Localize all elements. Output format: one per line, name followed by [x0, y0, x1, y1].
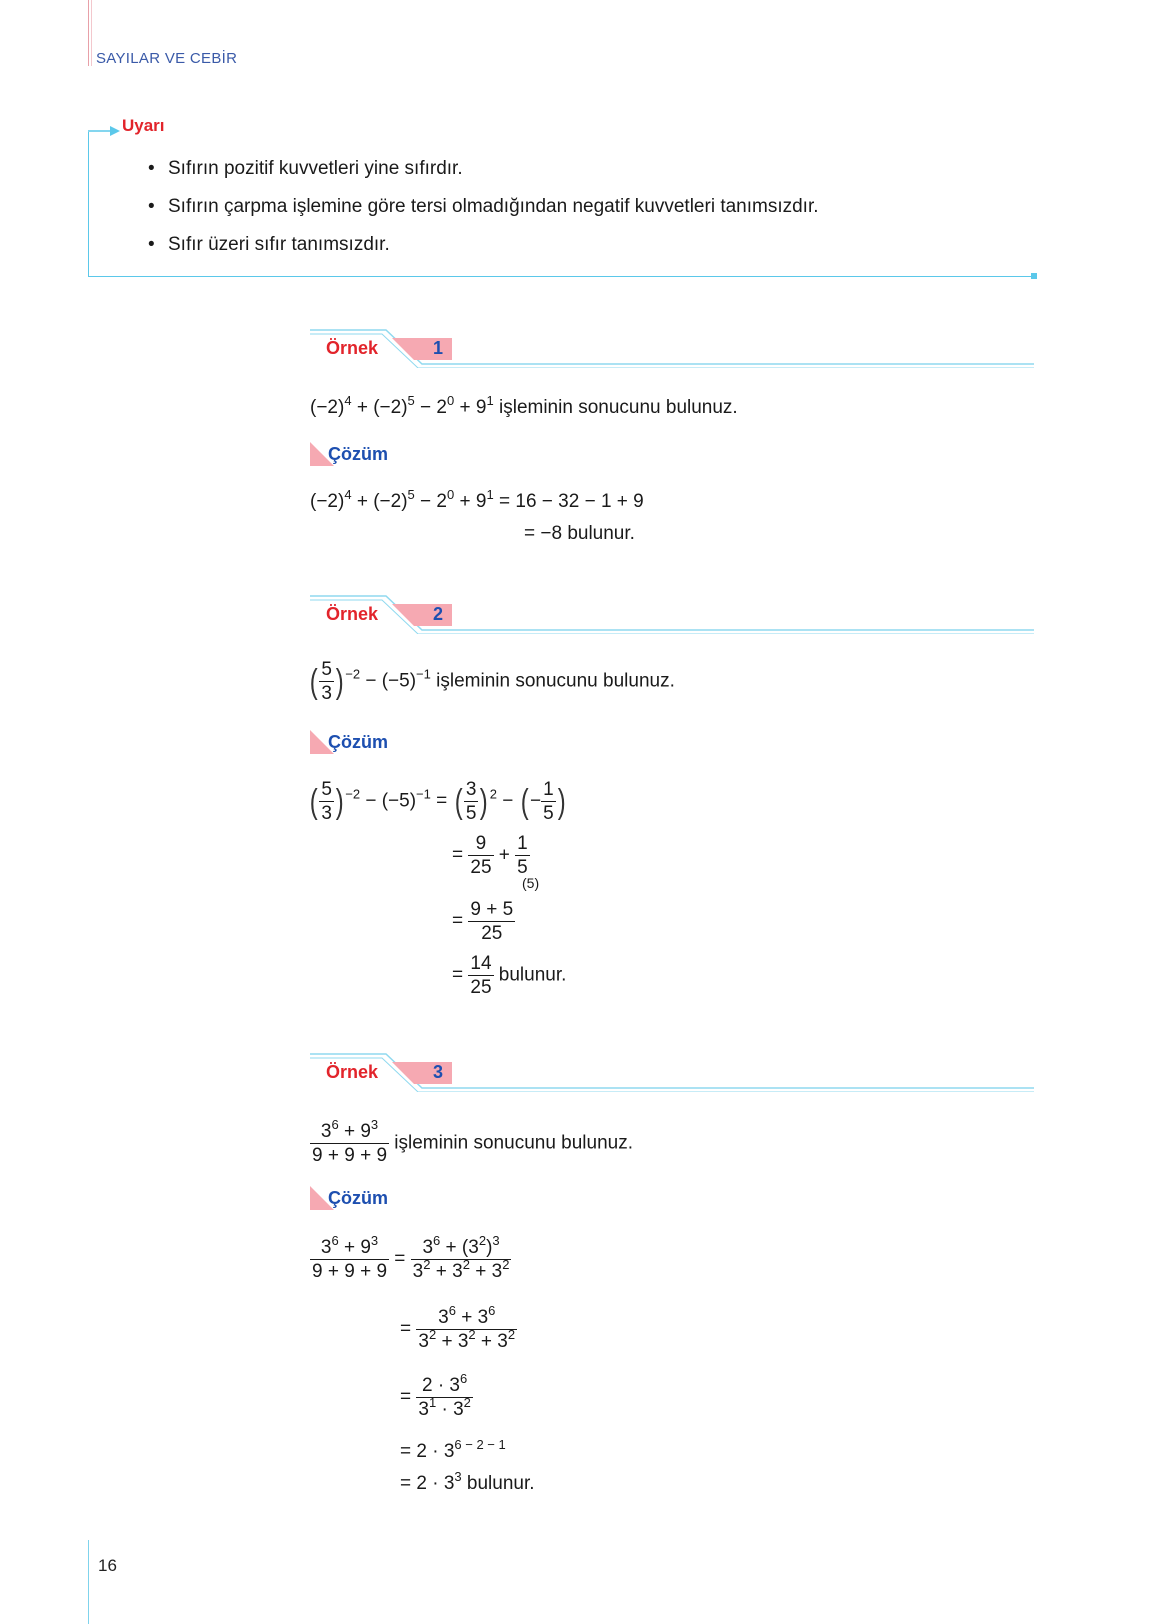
solution-line: = $\frac{3^6 + 3^6}{3^2 + 3^2 + 3^2}$	[400, 1303, 516, 1352]
solution-line: = $2 \cdot 3^{6 - 2 - 1}$	[400, 1437, 506, 1462]
warning-title: Uyarı	[122, 116, 165, 135]
example-number: 3	[432, 1062, 443, 1082]
solution-line: $\frac{3^6 + 9^3}{9 + 9 + 9}$ = $\frac{3^6 + (3^2)^3}{3^2 + 3^2 + 3^2}$	[312, 1233, 510, 1282]
example-question: $(-2)^4 + (-2)^5 - 2^0 + 9^1$ işleminin sonucunu bulunuz.	[310, 393, 738, 418]
example-label: Örnek	[326, 604, 379, 624]
solution-line: = $\frac{2 \cdot 3^6}{3^1 \cdot 3^2}$	[400, 1371, 471, 1420]
solution-line: = −8 bulunur.	[524, 523, 635, 544]
margin-line-bottom	[88, 1540, 89, 1624]
solution-header: Çözüm	[310, 1186, 430, 1214]
section-title: SAYILAR VE CEBİR	[96, 50, 238, 67]
example-header	[310, 594, 1034, 634]
example-header	[310, 1052, 1034, 1092]
margin-line-top-2	[91, 0, 92, 66]
solution-line: $(-2)^4 + (-2)^5 - 2^0 + 9^1 = 16 - 32 - 1 + 9$	[310, 487, 644, 512]
example-label: Örnek	[326, 1062, 379, 1082]
example-number: 2	[432, 604, 443, 624]
example-label: Örnek	[326, 338, 379, 358]
example-question: $\frac{3^6 + 9^3}{9 + 9 + 9}$ işleminin sonucunu bulunuz.	[312, 1117, 634, 1166]
solution-header: Çözüm	[310, 442, 430, 470]
expansion-note: (5)	[522, 875, 540, 891]
example-question: ( $\frac{5}{3}$ ) $^{-2} - (-5)^{-1}$ işleminin sonucunu bulunuz.	[309, 659, 675, 704]
example-number: 1	[432, 338, 443, 358]
solution-line: = $\frac{14}{25}$ bulunur.	[452, 953, 567, 998]
solution-line: = $\frac{9 + 5}{25}$	[452, 899, 514, 944]
page-number: 16	[98, 1556, 117, 1575]
example-header	[310, 328, 1034, 368]
solution-line: = $2 \cdot 3^3$ bulunur.	[400, 1469, 535, 1494]
margin-line-top	[88, 0, 89, 66]
solution-line: ( $\frac{5}{3}$ ) $^{-2} - (-5)^{-1}$ = ( $\frac{3}{5}$ ) $^2$ − (− $\frac{1}{5}$ )	[309, 779, 566, 824]
solution-header: Çözüm	[310, 730, 430, 758]
solution-line: = $\frac{9}{25}$ + $\frac{1}{5}$	[452, 833, 528, 878]
